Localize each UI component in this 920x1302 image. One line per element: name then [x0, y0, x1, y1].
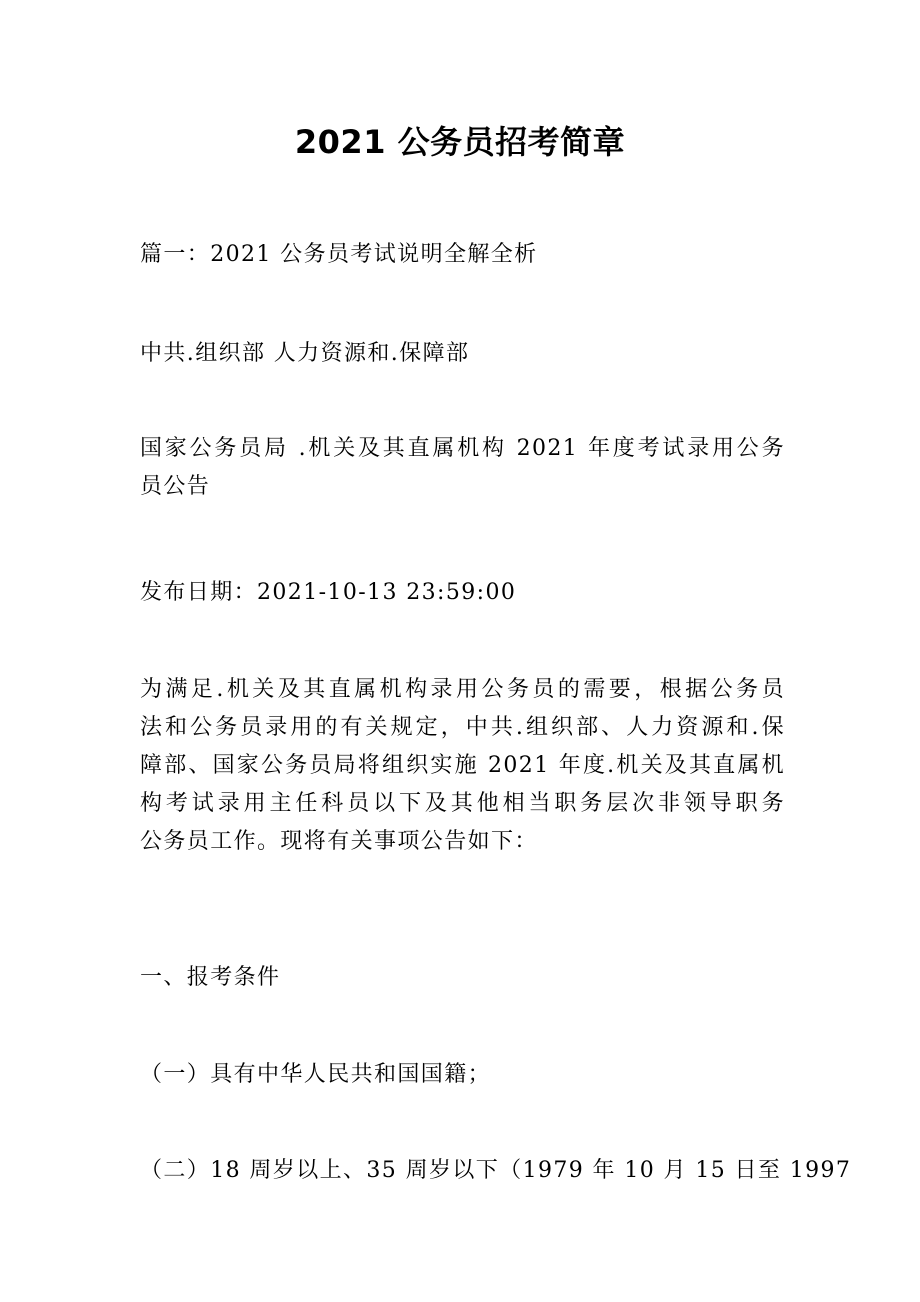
condition-item — [140, 1056, 785, 1094]
part-one-heading-text: 一、报考条件 — [140, 965, 281, 990]
publish-date-text: 发布日期：2021-10-13 23:59:00 — [140, 580, 517, 605]
intro-line: 法和公务员录用的有关规定，中共.组织部、人力资源和.保 — [140, 715, 785, 740]
page-title: 2021 公务员招考简章 — [294, 123, 626, 161]
notice-title — [140, 430, 785, 506]
section-heading-text: 篇一：2021 公务员考试说明全解全析 — [140, 242, 538, 267]
condition-item — [140, 1152, 852, 1190]
condition-2-text: （二）18 周岁以上、35 周岁以下（1979 年 10 月 15 日至 1997 — [140, 1158, 852, 1183]
intro-line: 构考试录用主任科员以下及其他相当职务层次非领导职务 — [140, 791, 785, 816]
issuers-line — [140, 335, 785, 373]
notice-title-line: 员公告 — [140, 474, 211, 499]
part-one-heading — [140, 959, 785, 997]
intro-paragraph — [140, 671, 785, 861]
notice-title-line: 国家公务员局 .机关及其直属机构 2021 年度考试录用公务 — [140, 436, 785, 461]
condition-1-text: （一）具有中华人民共和国国籍； — [140, 1062, 492, 1087]
publish-date — [140, 574, 785, 612]
section-heading — [140, 236, 785, 274]
intro-line: 为满足.机关及其直属机构录用公务员的需要，根据公务员 — [140, 677, 785, 702]
issuers-text: 中共.组织部 人力资源和.保障部 — [140, 341, 470, 366]
intro-line: 障部、国家公务员局将组织实施 2021 年度.机关及其直属机 — [140, 753, 785, 778]
intro-line: 公务员工作。现将有关事项公告如下： — [140, 829, 538, 854]
